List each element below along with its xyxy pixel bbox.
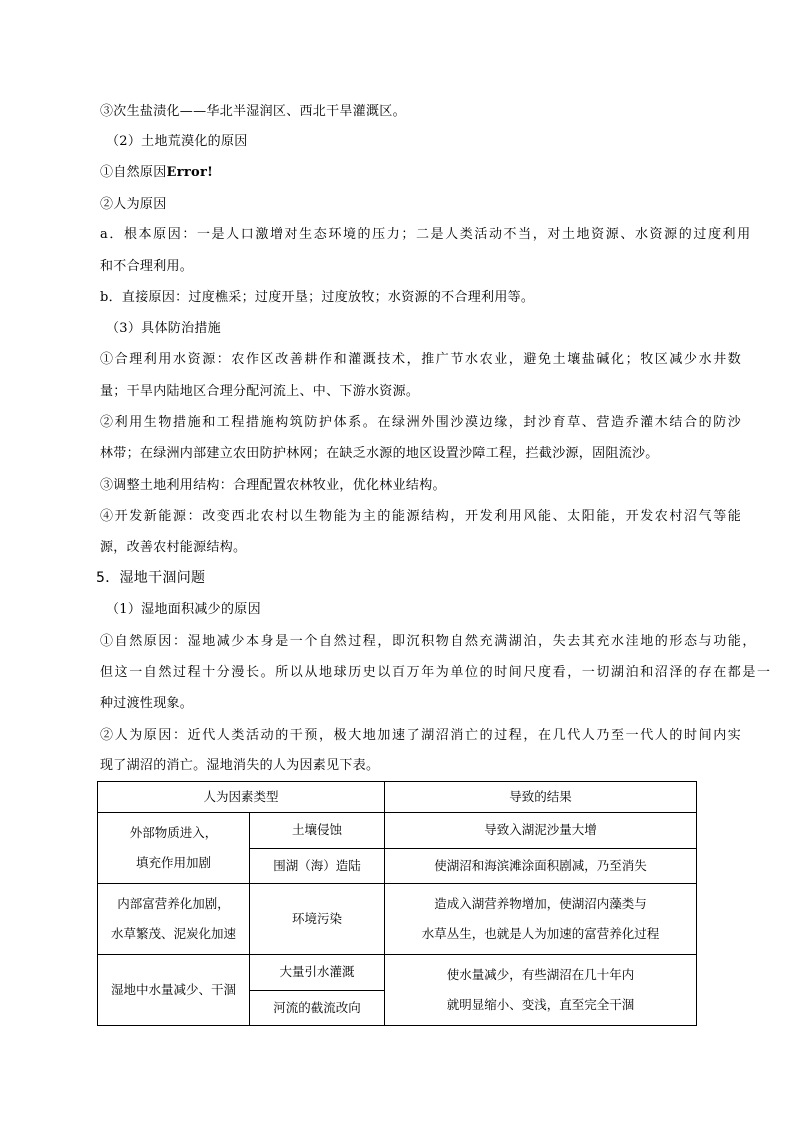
text-line-direct-cause: b．直接原因：过度樵采；过度开垦；过度放牧；水资源的不合理利用等。 [100,290,535,305]
category-line: 水草繁茂、泥炭化加速 [110,926,236,941]
text-line-wetland-natural-cont2: 种过渡性现象。 [100,696,194,711]
text-line-measure-1: ①合理利用水资源：农作区改善耕作和灌溉技术，推广节水农业，避免土壤盐碱化；牧区减少水井数 [100,352,743,367]
result-cell [385,955,697,1026]
text-line-measure-2-cont: 林带；在绿洲内部建立农田防护林网；在缺乏水源的地区设置沙障工程，拦截沙源，固阻流沙。 [100,446,659,461]
result-line: 造成入湖营养物增加，使湖沼内藻类与 [434,896,647,911]
table-header-row [98,782,697,813]
subheading-measures: （3）具体防治措施 [106,321,221,336]
text-line-human-cause: ②人为原因 [100,197,167,212]
natural-cause-label: ①自然原因 [100,165,167,180]
table-header-factor: 人为因素类型 [98,782,385,813]
text-line-measure-1-cont: 量；干旱内陆地区合理分配河流上、中、下游水资源。 [100,384,420,399]
section-heading-wetland: 5．湿地干涸问题 [96,570,206,586]
human-factors-table [97,781,697,1026]
table-row [98,955,697,991]
result-cell: 导致入湖泥沙量大增 [385,813,697,849]
text-line-wetland-human-cont: 现了湖沼的消亡。湿地消失的人为因素见下表。 [100,758,380,773]
subheading-desertification-causes: （2）土地荒漠化的原因 [106,134,248,149]
text-line-root-cause: a．根本原因：一是人口激增对生态环境的压力；二是人类活动不当，对土地资源、水资源的过度利用 [100,227,752,242]
table-row [98,813,697,849]
subheading-wetland-reduction: （1）湿地面积减少的原因 [106,602,261,617]
factor-category-cell: 湿地中水量减少、干涸 [98,955,250,1026]
subfactor-cell: 围湖（海）造陆 [250,848,385,884]
table-header-result: 导致的结果 [385,782,697,813]
text-line-natural-cause [100,164,213,181]
result-line: 使水量减少，有些湖沼在几十年内 [446,967,635,982]
result-line: 水草丛生，也就是人为加速的富营养化过程 [421,926,660,941]
category-line: 外部物质进入， [129,825,218,840]
text-line-wetland-natural-cont: 但这一自然过程十分漫长。所以从地球历史以百万年为单位的时间尺度看，一切湖泊和沼泽的存在都是一 [100,665,772,680]
result-cell: 使湖沼和海滨滩涂面积剧减，乃至消失 [385,848,697,884]
error-marker: Error! [166,165,214,180]
subfactor-cell: 土壤侵蚀 [250,813,385,849]
factor-category-cell [98,884,250,955]
subfactor-cell: 大量引水灌溉 [250,955,385,991]
text-line-measure-3: ③调整土地利用结构：合理配置农林牧业，优化林业结构。 [100,478,446,493]
result-line: 就明显缩小、变浅，直至完全干涸 [446,997,635,1012]
text-line-measure-4-cont: 源，改善农村能源结构。 [100,540,247,555]
table-row [98,884,697,955]
text-line-wetland-human: ②人为原因：近代人类活动的干预，极大地加速了湖沼消亡的过程，在几代人乃至一代人的时间内实 [100,728,743,743]
category-line: 内部富营养化加剧， [117,896,230,911]
result-cell [385,884,697,955]
subfactor-cell: 河流的截流改向 [250,990,385,1026]
text-line-wetland-natural: ①自然原因：湿地减少本身是一个自然过程，即沉积物自然充满湖泊，失去其充水洼地的形态与功能， [100,634,758,649]
text-line-1: ③次生盐渍化——华北半湿润区、西北干旱灌溉区。 [100,104,406,119]
subfactor-cell: 环境污染 [250,884,385,955]
factor-category-cell [98,813,250,884]
text-line-measure-4: ④开发新能源：改变西北农村以生物能为主的能源结构，开发利用风能、太阳能，开发农村沼气等能 [100,509,743,524]
text-line-measure-2: ②利用生物措施和工程措施构筑防护体系。在绿洲外围沙漠边缘，封沙育草、营造乔灌木结合的防沙 [100,415,743,430]
category-line: 填充作用加剧 [135,855,211,870]
text-line-root-cause-cont: 和不合理利用。 [100,259,194,274]
